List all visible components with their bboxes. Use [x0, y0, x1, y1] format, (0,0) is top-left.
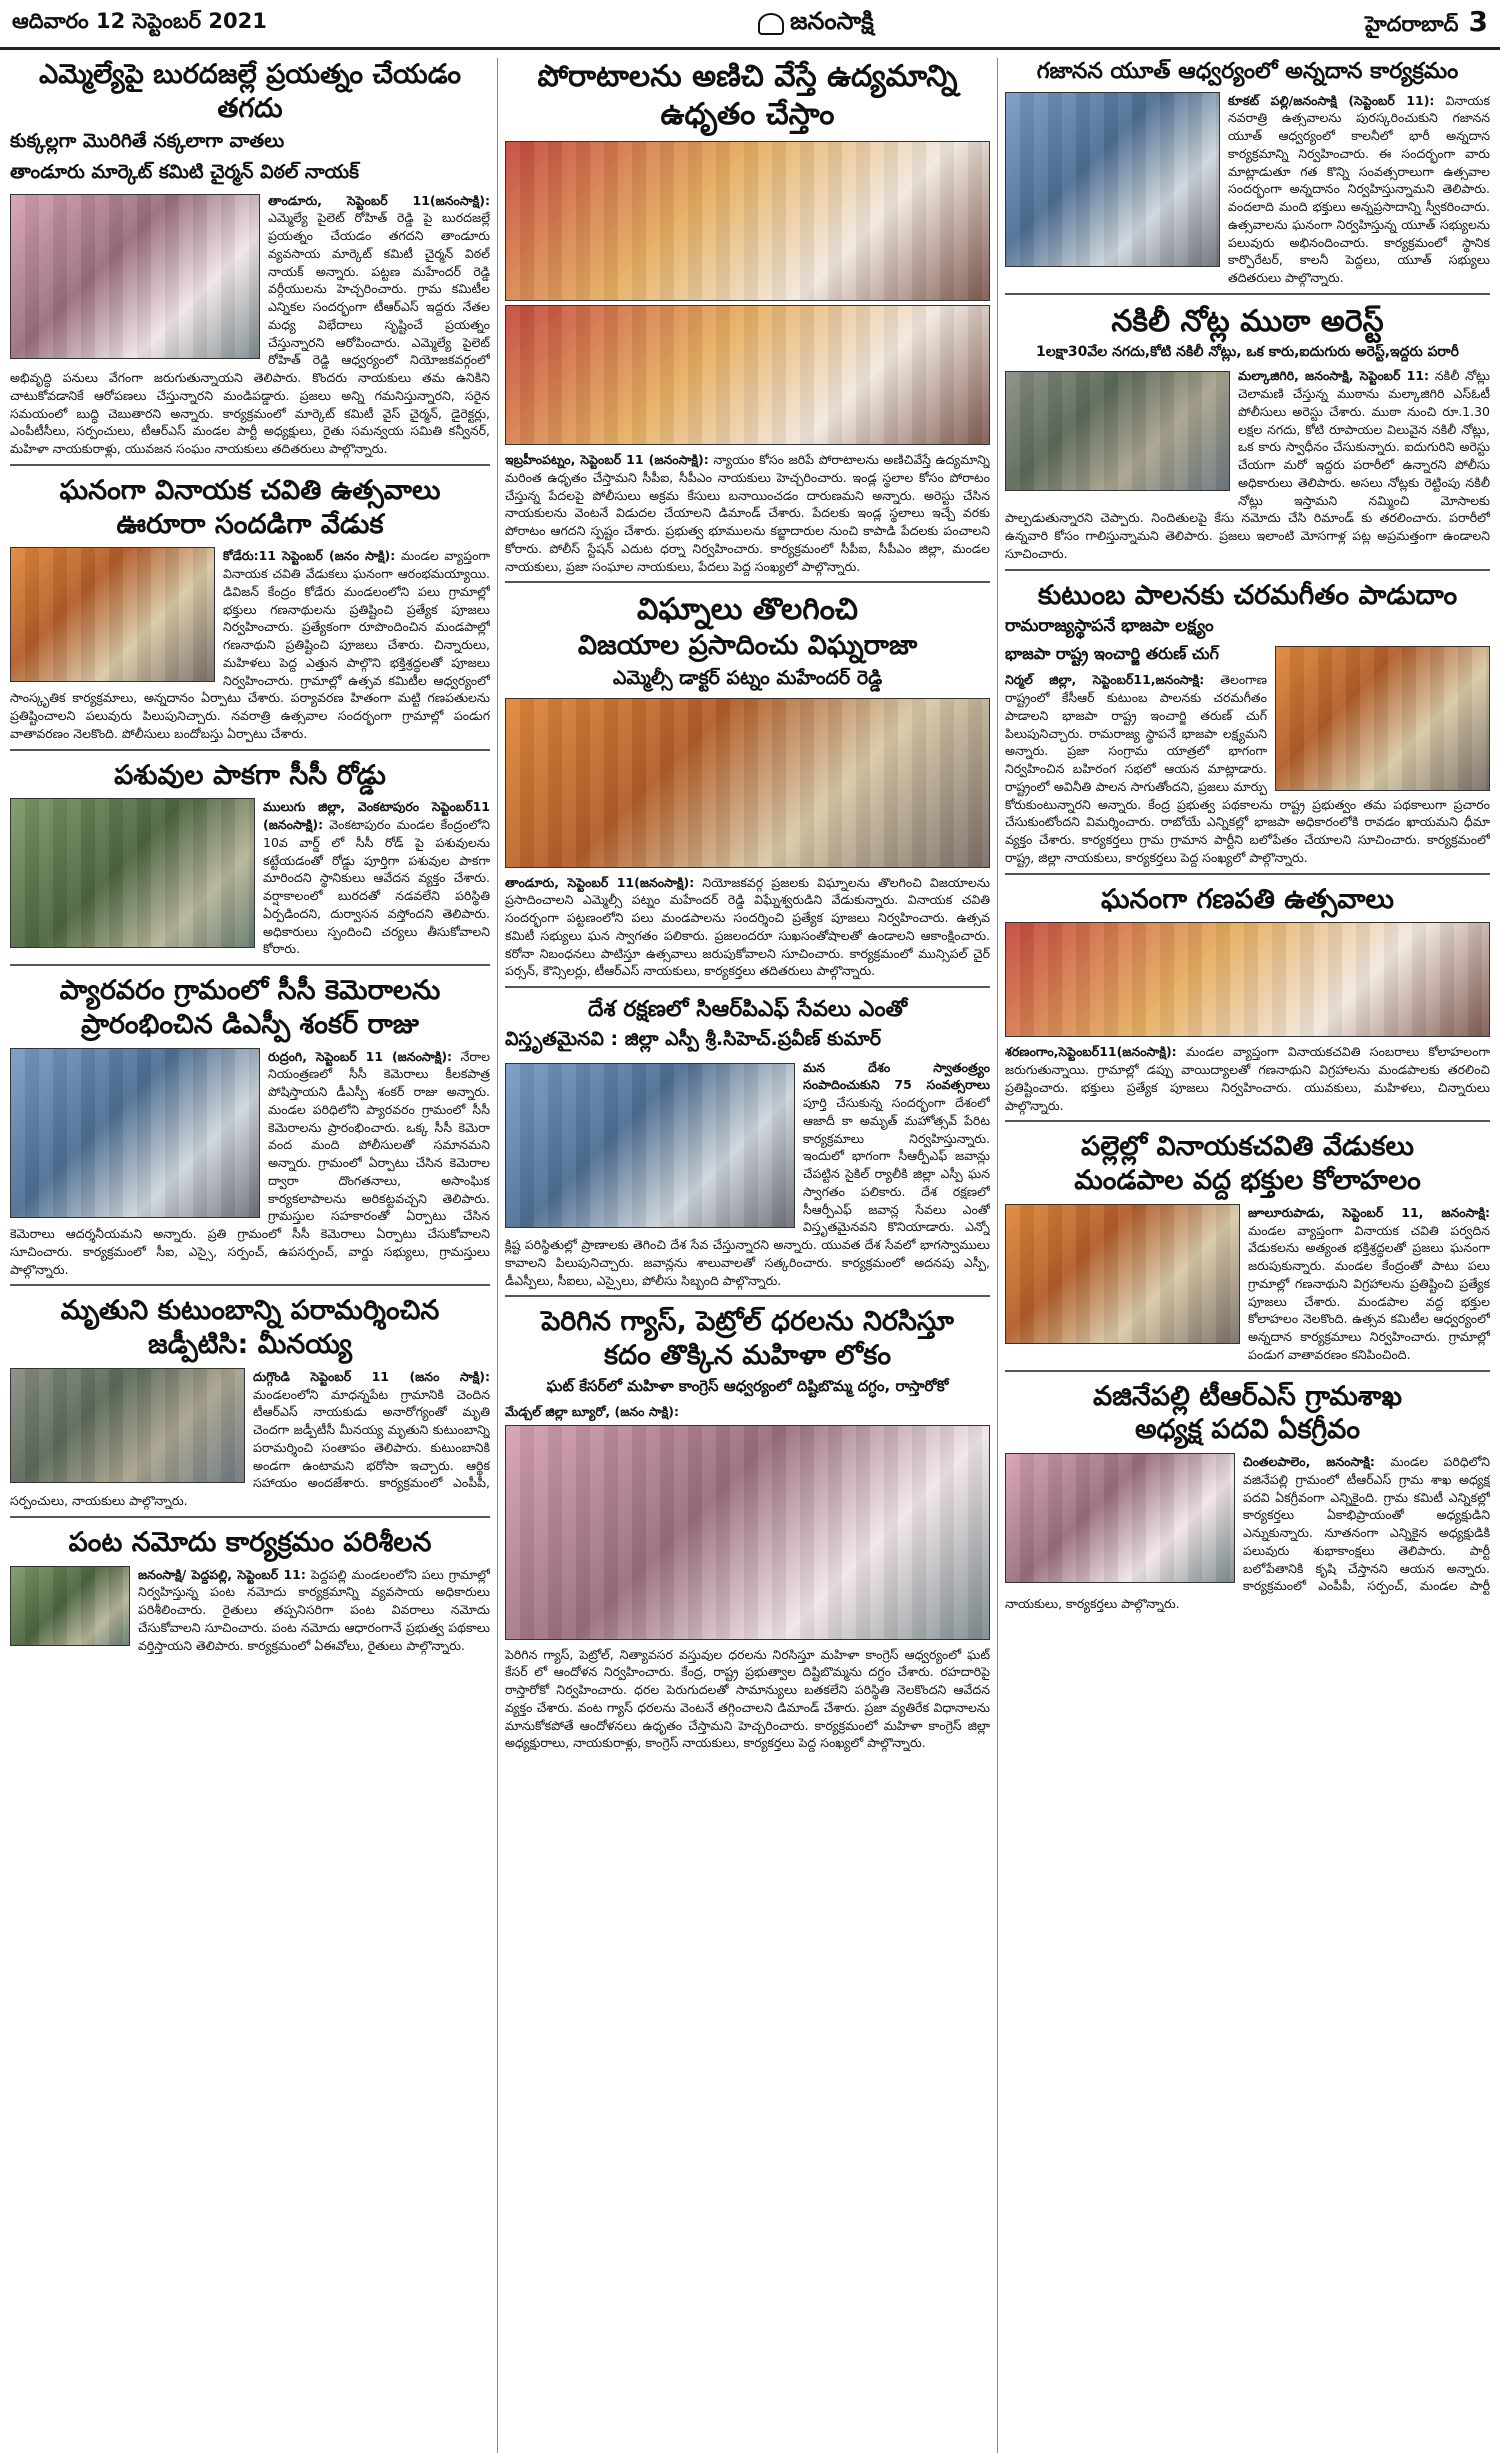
article-cc-road	[10, 759, 490, 967]
column-center	[505, 58, 990, 2453]
article-photo	[10, 1566, 130, 1646]
page-number: 3	[1468, 5, 1488, 38]
article-dateline: నిర్మల్ జిల్లా, సెప్టెంబర్11,జనంసాక్షి:	[1005, 672, 1205, 688]
article-dateline: తాండూరు, సెప్టెంబర్ 11(జనంసాక్షి):	[505, 874, 695, 890]
article-photo	[10, 1048, 260, 1218]
article-body: పెరిగిన గ్యాస్, పెట్రోల్, నిత్యావసర వస్తువుల ధరలను నిరసిస్తూ మహిళా కాంగ్రెస్ ఆధ్వర్యంలో ఘట్ కేసర్ లో ఆందోళన నిర్వహించారు. కేంద్ర, రాష్ట్ర ప్రభుత్వాల దిష్టిబొమ్మను దగ్ధం చేశారు. రహదారిపై రాస్తారోకో నిర్వహించారు. ధరల పెరుగుదలతో సామాన్యులు బతకలేని పరిస్థితి నెలకొందని ఆవేదన వ్యక్తం చేశారు. వంట గ్యాస్ ధరలను వెంటనే తగ్గించాలని డిమాండ్ చేశారు. ప్రజా వ్యతిరేక విధానాలను మానుకోకపోతే ఆందోళనలు ఉధృతం చేస్తామని హెచ్చరించారు. కార్యక్రమంలో మహిళా కాంగ్రెస్ జిల్లా అధ్యక్షురాలు, నాయకురాళ్లు, కాంగ్రెస్ నాయకులు, కార్యకర్తలు పెద్ద సంఖ్యలో పాల్గొన్నారు.	[505, 1646, 990, 1751]
article-dateline: మన దేశం స్వాతంత్ర్యం సంపాదించుకుని 75 సంవత్సరాలు	[803, 1059, 990, 1093]
article-dateline: కోడేరు:11 సెప్టెంబర్ (జనం సాక్షి):	[223, 548, 396, 564]
article-photo	[505, 305, 990, 445]
article-headline: ఊరూరా సందడిగా వేడుక	[116, 508, 384, 540]
article-headline: అధ్యక్ష పదవి ఏకగ్రీవం	[1134, 1414, 1361, 1446]
article-vighnaraja	[505, 591, 990, 988]
article-dateline: కూకట్ పల్లి/జనంసాక్షి (సెప్టెంబర్ 11):	[1228, 92, 1435, 108]
article-text: మండల వ్యాప్తంగా వినాయకచవితి సంబరాలు కోలాహలంగా జరుగుతున్నాయి. గ్రామాల్లో డప్పు వాయిద్యాలతో గణనాథుని విగ్రహాలను మండపాలకు తరలించి ప్రతిష్టించారు. భక్తులు ప్రత్యేక పూజలు నిర్వహించారు. యువకులు, మహిళలు, చిన్నారులు పాల్గొన్నారు.	[1005, 1044, 1490, 1113]
article-fake-notes-gang	[1005, 303, 1490, 571]
article-text: న్యాయం కోసం జరిపే పోరాటాలను అణిచివేస్తే ఉద్యమాన్ని మరింత ఉధృతం చేస్తామని సీపీఐ, సీపీఎం నాయకులు హెచ్చరించారు. ఇండ్ల స్థలాల కోసం పోరాటం చేస్తున్న పేదలపై పోలీసులు అక్రమ కేసులు బనాయించడం దారుణమని అన్నారు. అరెస్టు చేసిన నాయకులను వెంటనే విడుదల చేయాలని డిమాండ్ చేశారు. పేదలకు ఇండ్ల స్థలాలు ఇచ్చే వరకు పోరాటం ఆగదని స్పష్టం చేశారు. ప్రభుత్వ భూములను కబ్జాదారుల నుంచి కాపాడి పేదలకు పంచాలని కోరారు. పోలీస్ స్టేషన్ ఎదుట ధర్నా నిర్వహించారు. కార్యక్రమంలో సీపీఐ, సీపీఎం జిల్లా, మండల నాయకులు, ప్రజా సంఘాల నాయకులు, పేదలు పెద్ద సంఖ్యలో పాల్గొన్నారు.	[505, 452, 990, 574]
article-crop-registration	[10, 1526, 490, 1661]
column-right	[1005, 58, 1490, 2453]
article-subheadline: రామరాజ్యస్థాపనే భాజపా లక్ష్యం	[1005, 616, 1214, 637]
article-headline: ఘనంగా వినాయక చవితి ఉత్సవాలు	[59, 474, 441, 506]
article-subheadline: తాండూరు మార్కెట్ కమిటి చైర్మన్ విఠల్ నాయక్	[10, 160, 360, 183]
article-cc-cameras	[10, 974, 490, 1286]
article-text: మండల వ్యాప్తంగా వినాయక చవితి వేడుకలు ఘనంగా ఆరంభమయ్యాయి. డివిజన్ కేంద్రం కోడేరు మండలంలోని పలు గ్రామాల్లో భక్తులు గణనాథులను ప్రతిష్టించి ప్రత్యేక పూజలు నిర్వహించారు. ప్రత్యేకంగా రూపొందించిన మండపాల్లో గణనాథుని ప్రతిష్టించి పూజలు చేశారు. చిన్నారులు, మహిళలు పెద్ద ఎత్తున పాల్గొని భక్తిశ్రద్ధలతో పూజలు నిర్వహించారు. గ్రామాల్లో ఉత్సవ కమిటీల ఆధ్వర్యంలో సాంస్కృతిక కార్యక్రమాలు, అన్నదానం ఏర్పాటు చేశారు. పర్యావరణ హితంగా మట్టి గణపతులను ప్రతిష్టించాలని పలువురు పిలుపునిచ్చారు. నవరాత్రి ఉత్సవాల సందర్భంగా గ్రామాల్లో పండుగ వాతావరణం నెలకొంది. పోలీసులు బందోబస్తు ఏర్పాటు చేశారు.	[10, 548, 490, 741]
article-photo	[10, 547, 215, 682]
column-left	[10, 58, 490, 2453]
article-headline: విజయాల ప్రసాదించు విఘ్నరాజా	[577, 629, 918, 661]
article-photo	[10, 1368, 245, 1483]
article-photo	[10, 194, 260, 359]
article-headline: ప్రారంభించిన డిఎస్పీ శంకర్ రాజు	[81, 1008, 419, 1040]
column-divider	[997, 58, 998, 2453]
article-headline: ప్యారవరం గ్రామంలో సీసీ కెమెరాలను	[59, 975, 441, 1006]
article-dateline: దుగ్గొండి సెప్టెంబర్ 11 (జనం సాక్షి):	[253, 1368, 490, 1384]
article-subheadline: కుక్కల్లగా మొరిగితే నక్కలాగా వాతలు	[10, 129, 285, 152]
logo-icon	[758, 13, 784, 35]
article-headline: కదం తొక్కిన మహిళా లోకం	[603, 1340, 892, 1371]
article-photo	[505, 1425, 990, 1640]
article-headline: ఉధృతం చేస్తాం	[660, 96, 835, 132]
article-annadanam	[1005, 58, 1490, 295]
article-bjp-family-rule	[1005, 579, 1490, 875]
article-mla-allegations	[10, 58, 490, 466]
article-zptc-visit	[10, 1294, 490, 1518]
article-text: నేరాల నియంత్రణలో సీసీ కెమెరాలు కీలకపాత్ర పోషిస్తాయని డీఎస్పీ శంకర్ రాజు అన్నారు. మండల పరిధిలోని ప్యారవరం గ్రామంలో సీసీ కెమెరాలను ప్రారంభించారు. ఒక్క సీసీ కెమెరా వంద మంది పోలీసులతో సమానమని అన్నారు. గ్రామంలో ఏర్పాటు చేసిన కెమెరాల ద్వారా దొంగతనాలు, అసాంఘిక కార్యకలాపాలను అరికట్టవచ్చని తెలిపారు. గ్రామస్తుల సహకారంతో ఏర్పాటు చేసిన కెమెరాలు ఆదర్శనీయమని అన్నారు. ప్రతి గ్రామంలో సీసీ కెమెరాలు ఏర్పాటు చేసుకోవాలని సూచించారు. కార్యక్రమంలో సీఐ, ఎస్సై, సర్పంచ్, ఉపసర్పంచ్, వార్డు సభ్యులు, గ్రామస్తులు పాల్గొన్నారు.	[10, 1048, 490, 1277]
article-text: మండల వ్యాప్తంగా వినాయక చవితి పర్వదిన వేడుకలను అత్యంత భక్తిశ్రద్ధలతో ప్రజలు ఘనంగా జరుపుకున్నారు. మండల కేంద్రంతో పాటు పలు గ్రామాల్లో గణనాథుని విగ్రహాలను ప్రతిష్టించి ప్రత్యేక పూజలు చేశారు. మండపాల వద్ద భక్తుల కోలాహలం నెలకొంది. ఉత్సవ కమిటీల ఆధ్వర్యంలో అన్నదాన కార్యక్రమాలు నిర్వహించారు. గ్రామాల్లో పండుగ వాతావరణం కనిపించింది.	[1248, 1222, 1490, 1362]
article-subheadline: ఎమ్మెల్సీ డాక్టర్ పట్నం మహేందర్ రెడ్డి	[612, 666, 883, 689]
article-dateline: శరణంగాం,సెప్టెంబర్11(జనంసాక్షి):	[1005, 1044, 1177, 1060]
article-subheadline: 1లక్షా30వేల నగదు,కోటి నకిలీ నోట్లు, ఒక కారు,ఐదుగురు అరెస్ట్,ఇద్దరు పరారీ	[1036, 344, 1459, 361]
article-text: నియోజకవర్గ ప్రజలకు విఘ్నాలను తొలగించి విజయాలను ప్రసాదించాలని ఎమ్మెల్సీ పట్నం మహేందర్ రెడ్డి విఘ్నేశ్వరుడిని వేడుకున్నారు. వినాయక చవితి సందర్భంగా పట్టణంలోని పలు మండపాలను సందర్శించి ప్రత్యేక పూజలు నిర్వహించారు. ఉత్సవ కమిటీ సభ్యులు ఘన స్వాగతం పలికారు. ప్రజలందరూ సుఖసంతోషాలతో ఉండాలని ఆకాంక్షించారు. కరోనా నిబంధనలు పాటిస్తూ ఉత్సవాలు జరుపుకోవాలని సూచించారు. కార్యక్రమంలో మున్సిపల్ చైర్ పర్సన్, కౌన్సిలర్లు, టీఆర్ఎస్ నాయకులు, కార్యకర్తలు తదితరులు పాల్గొన్నారు.	[505, 874, 990, 979]
article-vinayaka-chavithi	[10, 474, 490, 751]
article-photo	[1005, 371, 1230, 491]
article-text: ఎమ్మెల్యే పైలెట్ రోహిత్ రెడ్డి పై బురదజల్లే ప్రయత్నం చేయడం తగదని తాండూరు వ్యవసాయ మార్కెట్ కమిటీ చైర్మన్ విఠల్ నాయక్ అన్నారు. పట్టణ మహేందర్ రెడ్డి వర్గీయులను హెచ్చరించారు. గ్రామ కమిటీల ఎన్నికల సందర్భంగా టీఆర్ఎస్ ఇద్దరు నేతల మధ్య విభేదాలు సృష్టించే ప్రయత్నం చేస్తున్నారని ఆరోపించారు. ఎమ్మెల్యే పైలెట్ రోహిత్ రెడ్డి ఆధ్వర్యంలో నియోజకవర్గంలో అభివృద్ధి పనులు వేగంగా జరుగుతున్నాయని తెలిపారు. కొందరు నాయకులు తమ ఉనికిని చాటుకోవడానికే ఆరోపణలు చేస్తున్నారని మండిపడ్డారు. ప్రజలు అన్ని గమనిస్తున్నారని, సరైన సమయంలో బుద్ధి చెబుతారని అన్నారు. కార్యక్రమంలో మార్కెట్ కమిటీ వైస్ చైర్మన్, డైరెక్టర్లు, ఎంపీటీసీలు, సర్పంచులు, టీఆర్ఎస్ మండల పార్టీ అధ్యక్షులు, రైతు సమన్వయ సమితి కన్వీనర్, మహిళా నాయకురాళ్లు, యువజన సంఘం నాయకులు తదితరులు పాల్గొన్నారు.	[10, 210, 490, 456]
article-photo	[505, 698, 990, 868]
article-photo	[1005, 1453, 1235, 1583]
column-divider	[497, 58, 498, 2453]
article-headline: పల్లెల్లో వినాయకచవితి వేడుకలు	[1081, 1131, 1414, 1163]
article-dateline: తాండూరు, సెప్టెంబర్ 11(జనంసాక్షి):	[268, 192, 490, 208]
article-dateline: జనంసాక్షి/ పెద్దపల్లి, సెప్టెంబర్ 11:	[138, 1566, 306, 1582]
article-headline: మృతుని కుటుంబాన్ని పరామర్శించిన	[60, 1295, 440, 1327]
article-dateline: రుద్రంగి, సెప్టెంబర్ 11 (జనంసాక్షి):	[268, 1048, 453, 1064]
article-photo	[1275, 646, 1490, 791]
masthead	[0, 0, 1500, 50]
article-headline: ఎమ్మెల్యేపై బురదజల్లే ప్రయత్నం చేయడం తగదు	[38, 59, 462, 124]
article-dateline: చింతలపాలెం, జనంసాక్షి:	[1243, 1454, 1375, 1469]
article-text: వెంకటాపురం మండల కేంద్రంలోని 10వ వార్డ్ లో సీసీ రోడ్ పై పశువులను కట్టేయడంతో రోడ్డు పూర్తిగా పశువుల పాకగా మారిందని స్థానికులు ఆవేదన వ్యక్తం చేశారు. వర్షాకాలంలో బురదతో నడవలేని పరిస్థితి ఏర్పడిందని, దుర్వాసన వస్తోందని తెలిపారు. అధికారులు స్పందించి చర్యలు తీసుకోవాలని కోరారు.	[263, 817, 490, 957]
article-protest-movement	[505, 58, 990, 583]
article-body	[1005, 1043, 1490, 1114]
article-headline: జడ్పీటిసి: మీనయ్య	[147, 1329, 353, 1360]
article-text: పూర్తి చేసుకున్న సందర్భంగా దేశంలో ఆజాదీ కా అమృత్ మహోత్సవ్ పేరిట కార్యక్రమాలు నిర్వహిస్తున్నారు. ఇందులో భాగంగా సీఆర్పీఎఫ్ జవాన్లు చేపట్టిన సైకిల్ ర్యాలీకి జిల్లా ఎస్పీ ఘన స్వాగతం పలికారు. దేశ రక్షణలో సీఆర్పీఎఫ్ జవాన్ల సేవలు ఎంతో విస్తృతమైనవని కొనియాడారు. ఎన్నో క్లిష్ట పరిస్థితుల్లో ప్రాణాలకు తెగించి దేశ సేవ చేస్తున్నారని అన్నారు. యువత దేశ సేవలో భాగస్వాములు కావాలని పిలుపునిచ్చారు. జవాన్లను శాలువాలతో సత్కరించారు. కార్యక్రమంలో అదనపు ఎస్పీ, డీఎస్పీలు, సీఐలు, ఎస్సైలు, పోలీసు సిబ్బంది పాల్గొన్నారు.	[505, 1095, 990, 1288]
article-crpf	[505, 996, 990, 1297]
edition-info	[1365, 5, 1488, 42]
article-headline: నకిలీ నోట్ల ముఠా అరెస్ట్	[1111, 303, 1384, 339]
article-headline: దేశ రక్షణలో సిఆర్‌పిఎఫ్ సేవలు ఎంతో	[587, 997, 908, 1022]
article-headline: పెరిగిన గ్యాస్, పెట్రోల్ ధరలను నిరసిస్తూ	[541, 1306, 954, 1338]
paper-logo	[758, 7, 874, 41]
article-dateline: మేడ్చల్ జిల్లా బ్యూరో, (జనం సాక్షి):	[505, 1403, 679, 1419]
article-trs-village-unit	[1005, 1380, 1490, 1619]
article-subheadline: భాజపా రాష్ట్ర ఇంచార్జి తరుణ్ చుగ్	[1005, 644, 1219, 664]
article-photo	[505, 1063, 795, 1228]
article-photo	[505, 141, 990, 301]
article-photo	[1005, 922, 1490, 1037]
article-headline: పంట నమోదు కార్యక్రమం పరిశీలన	[68, 1526, 432, 1558]
edition-city: హైదరాబాద్	[1364, 12, 1459, 36]
article-dateline: ఇబ్రహీంపట్నం, సెప్టెంబర్ 11 (జనంసాక్షి):	[505, 452, 709, 467]
article-headline: వజినేపల్లి టీఆర్ఎస్ గ్రామశాఖ	[1092, 1380, 1403, 1412]
article-headline: పశువుల పాకగా సీసీ రోడ్డు	[114, 759, 386, 791]
article-photo	[1005, 92, 1220, 267]
issue-date: ఆదివారం 12 సెప్టెంబర్ 2021	[12, 8, 267, 33]
article-dateline: మల్కాజిగిరి, జనంసాక్షి, సెప్టెంబర్ 11:	[1238, 368, 1430, 384]
article-body	[505, 451, 990, 575]
article-text: తెలంగాణ రాష్ట్రంలో కేసీఆర్ కుటుంబ పాలనకు చరమగీతం పాడాలని భాజపా రాష్ట్ర ఇంచార్జి తరుణ్ చుగ్ పిలుపునిచ్చారు. రామరాజ్య స్థాపనే భాజపా లక్ష్యమని అన్నారు. ప్రజా సంగ్రామ యాత్రలో భాగంగా నిర్వహించిన బహిరంగ సభలో ఆయన మాట్లాడారు. రాష్ట్రంలో అవినీతి పాలన సాగుతోందని, ప్రజలు మార్పు కోరుకుంటున్నారని అన్నారు. కేంద్ర ప్రభుత్వ పథకాలను రాష్ట్ర ప్రభుత్వం తమ పథకాలుగా ప్రచారం చేసుకుంటోందని విమర్శించారు. రాబోయే ఎన్నికల్లో భాజపా అధికారంలోకి రావడం ఖాయమని ధీమా వ్యక్తం చేశారు. కార్యకర్తలు గ్రామ గ్రామాన పార్టీని బలోపేతం చేయాలని సూచించారు. కార్యక్రమంలో రాష్ట్ర, జిల్లా నాయకులు, కార్యకర్తలు పెద్ద సంఖ్యలో పాల్గొన్నారు.	[1005, 672, 1490, 865]
article-headline: పోరాటాలను అణిచి వేస్తే ఉద్యమాన్ని	[537, 59, 958, 94]
article-headline: ఘనంగా గణపతి ఉత్సవాలు	[1101, 883, 1394, 915]
article-text: నకిలీ నోట్లు చెలామణి చేస్తున్న ముఠాను మల్కాజిగిరి ఎస్ఓటీ పోలీసులు అరెస్టు చేశారు. ముఠా నుంచి రూ.1.30 లక్షల నగదు, కోటి రూపాయల విలువైన నకిలీ నోట్లు, ఒక కారు స్వాధీనం చేసుకున్నారు. ఐదుగురిని అరెస్టు చేయగా మరో ఇద్దరు పరారీలో ఉన్నారని పోలీసు అధికారులు తెలిపారు. అసలు నోట్లకు రెట్టింపు నకిలీ నోట్లు ఇస్తామని నమ్మించి మోసాలకు పాల్పడుతున్నారని చెప్పారు. నిందితులపై కేసు నమోదు చేసి రిమాండ్ కు తరలించారు. పరారీలో ఉన్నవారి కోసం గాలిస్తున్నామని తెలిపారు. ప్రజలు ఇలాంటి మోసగాళ్ల పట్ల అప్రమత్తంగా ఉండాలని సూచించారు.	[1005, 368, 1490, 561]
article-subheadline: విస్తృతమైనవి : జిల్లా ఎస్పీ శ్రీ.సిహెచ్.ప్రవీణ్ కుమార్	[505, 1027, 882, 1050]
paper-name: జనంసాక్షి	[789, 6, 874, 35]
article-text: మండల పరిధిలోని వజినేపల్లి గ్రామంలో టీఆర్ఎస్ గ్రామ శాఖ అధ్యక్ష పదవి ఏకగ్రీవంగా ఎన్నికైంది. గ్రామ కమిటీ ఎన్నికల్లో కార్యకర్తలు ఏకాభిప్రాయంతో అధ్యక్షుడిని ఎన్నుకున్నారు. నూతనంగా ఎన్నికైన అధ్యక్షుడికి పలువురు శుభాకాంక్షలు తెలిపారు. పార్టీ బలోపేతానికి కృషి చేస్తానని ఆయన అన్నారు. కార్యక్రమంలో ఎంపీపీ, సర్పంచ్, మండల పార్టీ నాయకులు, కార్యకర్తలు పాల్గొన్నారు.	[1005, 1454, 1490, 1611]
article-dateline-line	[505, 1403, 990, 1421]
article-village-chavithi	[1005, 1130, 1490, 1371]
article-gas-price-protest	[505, 1305, 990, 1758]
article-headline: విఘ్నాలు తొలగించి	[637, 592, 858, 628]
article-text: మండలంలోని మాధన్నపేట గ్రామానికి చెందిన టీఆర్ఎస్ నాయకుడు అనారోగ్యంతో మృతి చెందగా జడ్పీటీసీ మీనయ్య మృతుని కుటుంబాన్ని పరామర్శించి సంతాపం తెలిపారు. కుటుంబానికి అండగా ఉంటామని భరోసా ఇచ్చారు. ఆర్థిక సహాయం అందజేశారు. కార్యక్రమంలో ఎంపీపీ, సర్పంచులు, నాయకులు పాల్గొన్నారు.	[10, 1386, 490, 1508]
article-headline: కుటుంబ పాలనకు చరమగీతం పాడుదాం	[1037, 579, 1458, 611]
article-photo	[10, 798, 255, 948]
article-text: పెద్దపల్లి మండలంలోని పలు గ్రామాల్లో నిర్వహిస్తున్న పంట నమోదు కార్యక్రమాన్ని వ్యవసాయ అధికారులు పరిశీలించారు. రైతులు తప్పనిసరిగా పంట వివరాలు నమోదు చేసుకోవాలని సూచించారు. పంట నమోదు ఆధారంగానే ప్రభుత్వ పథకాలు వర్తిస్తాయని తెలిపారు. కార్యక్రమంలో ఏఈవోలు, రైతులు పాల్గొన్నారు.	[138, 1566, 490, 1653]
article-headline: మండపాల వద్ద భక్తుల కోలాహలం	[1074, 1165, 1421, 1196]
article-photo	[1005, 1204, 1240, 1344]
article-dateline: జూలూరుపాడు, సెప్టెంబర్ 11, జనంసాక్షి:	[1248, 1204, 1490, 1220]
article-dateline: ములుగు జిల్లా, వెంకటాపురం సెప్టెంబర్11 (జనంసాక్షి):	[263, 799, 490, 832]
article-subheadline: ఘట్ కేసర్‌లో మహిళా కాంగ్రెస్ ఆధ్వర్యంలో దిష్టిబొమ్మ దగ్ధం, రాస్తారోకో	[546, 1376, 949, 1395]
article-text: వినాయక నవరాత్రి ఉత్సవాలను పురస్కరించుకుని గజానన యూత్ ఆధ్వర్యంలో కాలనీలో భారీ అన్నదాన కార్యక్రమాన్ని నిర్వహించారు. ఈ సందర్భంగా వారు మాట్లాడుతూ గత కొన్ని సంవత్సరాలుగా ఉత్సవాల సందర్భంగా అన్నదానం నిర్వహిస్తున్నామని తెలిపారు. వందలాది మంది భక్తులు అన్నప్రసాదాన్ని స్వీకరించారు. ఉత్సవాలను ఘనంగా నిర్వహిస్తున్న యూత్ సభ్యులను పలువురు అభినందించారు. కార్యక్రమంలో స్థానిక కార్పొరేటర్, కాలనీ పెద్దలు, యూత్ సభ్యులు తదితరులు పాల్గొన్నారు.	[1228, 92, 1490, 285]
article-body	[505, 874, 990, 981]
article-headline: గజానన యూత్ ఆధ్వర్యంలో అన్నదాన కార్యక్రమం	[1036, 59, 1459, 84]
article-ganapathi-festival	[1005, 883, 1490, 1123]
